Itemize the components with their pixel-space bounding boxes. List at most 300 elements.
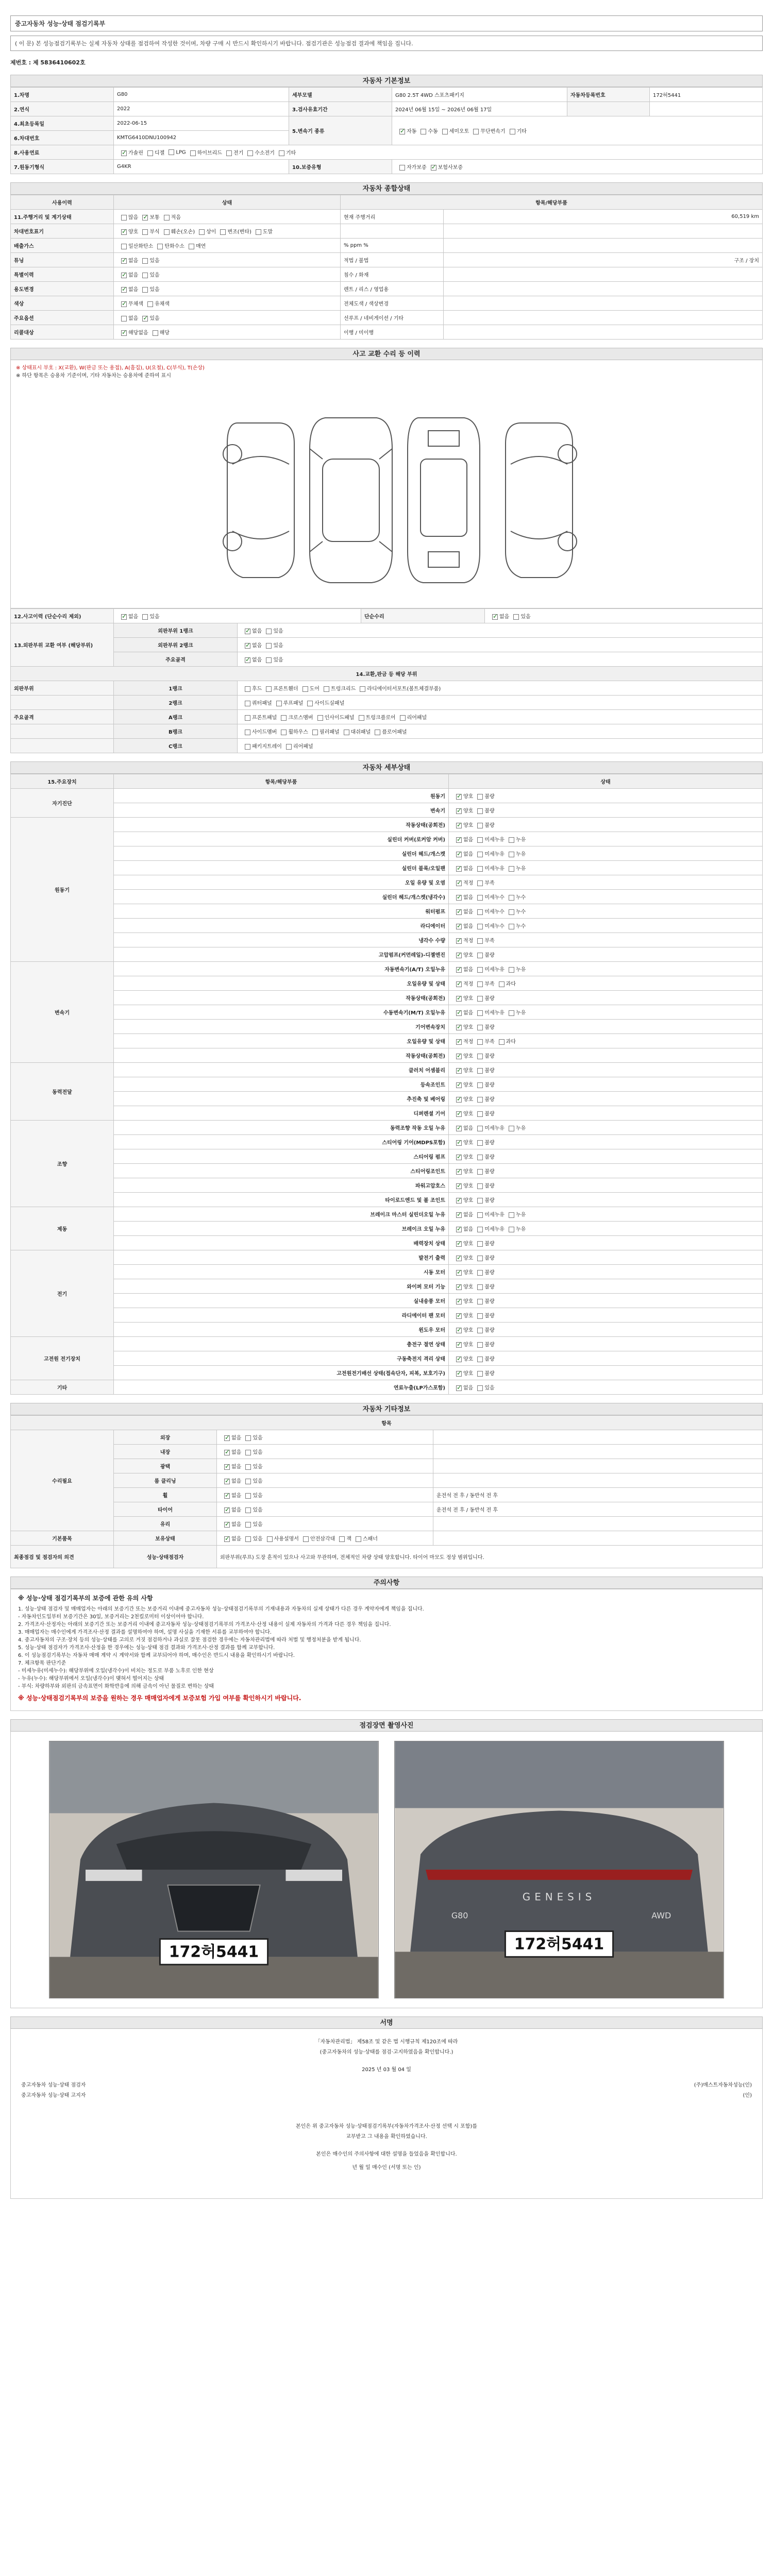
checkbox-icon[interactable] bbox=[456, 1357, 462, 1362]
detail-option[interactable]: 미세누유 bbox=[473, 1210, 505, 1218]
other-option[interactable]: 있음 bbox=[241, 1477, 262, 1484]
other-option[interactable]: 있음 bbox=[241, 1462, 262, 1470]
detail-option[interactable]: ✓ 없음 bbox=[452, 835, 473, 843]
other-option[interactable]: ✓ 없음 bbox=[220, 1433, 241, 1441]
checkbox-icon[interactable] bbox=[477, 1299, 483, 1304]
other-option[interactable]: ✓ 없음 bbox=[220, 1448, 241, 1455]
detail-option[interactable]: ✓ 양호 bbox=[452, 1282, 473, 1290]
checkbox-icon[interactable] bbox=[147, 150, 153, 156]
checkbox-icon[interactable] bbox=[189, 244, 194, 249]
checkbox-icon[interactable] bbox=[477, 1342, 483, 1348]
checkbox-icon[interactable] bbox=[169, 149, 174, 155]
checkbox-icon[interactable] bbox=[477, 1140, 483, 1146]
checkbox-icon[interactable] bbox=[442, 129, 448, 134]
part-option[interactable]: 대쉬패널 bbox=[340, 727, 371, 735]
other-option[interactable]: 있음 bbox=[241, 1520, 262, 1528]
warranty-option[interactable]: 자가보증 bbox=[395, 163, 427, 171]
detail-option[interactable]: 누유 bbox=[505, 1008, 526, 1016]
part-option[interactable]: 프론트휀더 bbox=[262, 684, 298, 692]
checkbox-icon[interactable] bbox=[245, 1493, 251, 1499]
overall-option[interactable]: 있음 bbox=[138, 270, 159, 278]
checkbox-icon[interactable] bbox=[477, 1227, 483, 1232]
detail-option[interactable]: ✓ 양호 bbox=[452, 1052, 473, 1059]
checkbox-icon[interactable] bbox=[477, 1126, 483, 1131]
checkbox-icon[interactable] bbox=[456, 1328, 462, 1333]
overall-option[interactable]: ✓ 양호 bbox=[117, 227, 138, 235]
overall-option[interactable]: 해당 bbox=[148, 328, 170, 336]
checkbox-icon[interactable] bbox=[224, 1464, 230, 1470]
checkbox-icon[interactable] bbox=[224, 1493, 230, 1499]
overall-option[interactable]: 도말 bbox=[251, 227, 273, 235]
detail-option[interactable]: 불량 bbox=[473, 1297, 494, 1304]
checkbox-icon[interactable] bbox=[224, 1536, 230, 1542]
checkbox-icon[interactable] bbox=[456, 1371, 462, 1377]
other-option[interactable]: ✓ 없음 bbox=[220, 1477, 241, 1484]
checkbox-icon[interactable] bbox=[256, 229, 261, 235]
rank-option[interactable]: ✓ 없음 bbox=[241, 626, 262, 634]
detail-option[interactable]: 과다 bbox=[495, 1037, 516, 1045]
checkbox-icon[interactable] bbox=[121, 316, 127, 321]
checkbox-icon[interactable] bbox=[477, 1025, 483, 1030]
detail-option[interactable]: ✓ 없음 bbox=[452, 1124, 473, 1131]
checkbox-icon[interactable] bbox=[431, 165, 436, 171]
checkbox-icon[interactable] bbox=[473, 129, 479, 134]
detail-option[interactable]: 불량 bbox=[473, 1369, 494, 1377]
checkbox-icon[interactable] bbox=[456, 924, 462, 929]
overall-option[interactable]: 매연 bbox=[184, 242, 206, 249]
detail-option[interactable]: 미세누수 bbox=[473, 907, 505, 915]
checkbox-icon[interactable] bbox=[509, 924, 514, 929]
part-option[interactable]: 인사이드패널 bbox=[313, 713, 355, 721]
other-option[interactable]: ✓ 없음 bbox=[220, 1462, 241, 1470]
checkbox-icon[interactable] bbox=[492, 614, 498, 620]
checkbox-icon[interactable] bbox=[477, 1155, 483, 1160]
detail-option[interactable]: 누수 bbox=[505, 893, 526, 901]
checkbox-icon[interactable] bbox=[456, 953, 462, 958]
detail-option[interactable]: ✓ 없음 bbox=[452, 1383, 473, 1391]
checkbox-icon[interactable] bbox=[245, 1479, 251, 1484]
detail-option[interactable]: ✓ 양호 bbox=[452, 1109, 473, 1117]
checkbox-icon[interactable] bbox=[477, 1198, 483, 1204]
detail-option[interactable]: 불량 bbox=[473, 821, 494, 828]
checkbox-icon[interactable] bbox=[456, 1010, 462, 1016]
checkbox-icon[interactable] bbox=[245, 1435, 251, 1441]
fuel-option[interactable]: LPG bbox=[164, 149, 186, 156]
detail-option[interactable]: 누유 bbox=[505, 1124, 526, 1131]
checkbox-icon[interactable] bbox=[224, 1522, 230, 1528]
checkbox-icon[interactable] bbox=[509, 1126, 514, 1131]
checkbox-icon[interactable] bbox=[245, 744, 250, 750]
checkbox-icon[interactable] bbox=[224, 1450, 230, 1455]
checkbox-icon[interactable] bbox=[142, 258, 148, 264]
checkbox-icon[interactable] bbox=[513, 614, 519, 620]
checkbox-icon[interactable] bbox=[477, 1082, 483, 1088]
detail-option[interactable]: 불량 bbox=[473, 1311, 494, 1319]
checkbox-icon[interactable] bbox=[121, 150, 127, 156]
checkbox-icon[interactable] bbox=[477, 1385, 483, 1391]
buyer-sign-line[interactable]: 년 월 일 매수인 (서명 또는 인) bbox=[352, 2165, 421, 2171]
trans-option[interactable]: ✓ 자동 bbox=[395, 127, 416, 134]
detail-option[interactable]: ✓ 양호 bbox=[452, 1311, 473, 1319]
fuel-option[interactable]: 하이브리드 bbox=[186, 148, 222, 156]
checkbox-icon[interactable] bbox=[456, 1212, 462, 1218]
checkbox-icon[interactable] bbox=[245, 686, 250, 692]
detail-option[interactable]: 불량 bbox=[473, 1138, 494, 1146]
other-option[interactable]: ✓ 없음 bbox=[220, 1491, 241, 1499]
checkbox-icon[interactable] bbox=[499, 981, 505, 987]
detail-option[interactable]: 부족 bbox=[473, 1037, 494, 1045]
detail-option[interactable]: ✓ 양호 bbox=[452, 1340, 473, 1348]
overall-option[interactable]: 부식 bbox=[138, 227, 159, 235]
overall-option[interactable]: ✓ 없음 bbox=[117, 270, 138, 278]
simple-option[interactable]: 있음 bbox=[509, 612, 530, 620]
detail-option[interactable]: ✓ 없음 bbox=[452, 893, 473, 901]
detail-option[interactable]: ✓ 없음 bbox=[452, 850, 473, 857]
checkbox-icon[interactable] bbox=[375, 730, 380, 735]
checkbox-icon[interactable] bbox=[509, 866, 514, 872]
checkbox-icon[interactable] bbox=[121, 287, 127, 293]
overall-option[interactable]: 있음 bbox=[138, 256, 159, 264]
checkbox-icon[interactable] bbox=[267, 1536, 273, 1542]
checkbox-icon[interactable] bbox=[477, 1212, 483, 1218]
checkbox-icon[interactable] bbox=[477, 1183, 483, 1189]
checkbox-icon[interactable] bbox=[456, 1270, 462, 1276]
rank-option[interactable]: ✓ 없음 bbox=[241, 641, 262, 649]
overall-option[interactable]: 변조(변타) bbox=[216, 227, 251, 235]
checkbox-icon[interactable] bbox=[456, 1385, 462, 1391]
checkbox-icon[interactable] bbox=[190, 150, 196, 156]
part-option[interactable]: 휠하우스 bbox=[277, 727, 308, 735]
checkbox-icon[interactable] bbox=[121, 301, 127, 307]
detail-option[interactable]: 부족 bbox=[473, 979, 494, 987]
checkbox-icon[interactable] bbox=[456, 852, 462, 857]
detail-option[interactable]: ✓ 양호 bbox=[452, 1138, 473, 1146]
detail-option[interactable]: ✓ 양호 bbox=[452, 806, 473, 814]
other-option[interactable]: 있음 bbox=[241, 1433, 262, 1441]
checkbox-icon[interactable] bbox=[499, 1039, 505, 1045]
checkbox-icon[interactable] bbox=[456, 1227, 462, 1232]
checkbox-icon[interactable] bbox=[456, 1342, 462, 1348]
overall-option[interactable]: 없음 bbox=[117, 314, 138, 321]
detail-option[interactable]: ✓ 양호 bbox=[452, 951, 473, 958]
checkbox-icon[interactable] bbox=[456, 1068, 462, 1074]
detail-option[interactable]: ✓ 적정 bbox=[452, 878, 473, 886]
checkbox-icon[interactable] bbox=[456, 1299, 462, 1304]
checkbox-icon[interactable] bbox=[509, 967, 514, 973]
part-option[interactable]: 라디에이터서포트(볼트체결부품) bbox=[356, 684, 441, 692]
checkbox-icon[interactable] bbox=[286, 744, 292, 750]
checkbox-icon[interactable] bbox=[266, 686, 272, 692]
trans-option[interactable]: 무단변속기 bbox=[469, 127, 505, 134]
checkbox-icon[interactable] bbox=[121, 229, 127, 235]
checkbox-icon[interactable] bbox=[477, 1328, 483, 1333]
detail-option[interactable]: 누수 bbox=[505, 922, 526, 929]
checkbox-icon[interactable] bbox=[477, 866, 483, 872]
checkbox-icon[interactable] bbox=[477, 1357, 483, 1362]
detail-option[interactable]: 불량 bbox=[473, 1052, 494, 1059]
checkbox-icon[interactable] bbox=[477, 1039, 483, 1045]
part-option[interactable]: 프론트패널 bbox=[241, 713, 277, 721]
detail-option[interactable]: 과다 bbox=[495, 979, 516, 987]
detail-option[interactable]: 불량 bbox=[473, 1282, 494, 1290]
checkbox-icon[interactable] bbox=[477, 1371, 483, 1377]
part-option[interactable]: 루프패널 bbox=[272, 699, 304, 706]
checkbox-icon[interactable] bbox=[477, 794, 483, 800]
checkbox-icon[interactable] bbox=[153, 330, 158, 336]
checkbox-icon[interactable] bbox=[456, 866, 462, 872]
fuel-option[interactable]: 수소전기 bbox=[243, 148, 275, 156]
detail-option[interactable]: 불량 bbox=[473, 1268, 494, 1276]
checkbox-icon[interactable] bbox=[312, 730, 318, 735]
checkbox-icon[interactable] bbox=[456, 1082, 462, 1088]
checkbox-icon[interactable] bbox=[477, 1313, 483, 1319]
part-option[interactable]: 사이드멤버 bbox=[241, 727, 277, 735]
part-option[interactable]: 리어패널 bbox=[282, 742, 313, 750]
checkbox-icon[interactable] bbox=[477, 1111, 483, 1117]
detail-option[interactable]: 불량 bbox=[473, 994, 494, 1002]
other-option[interactable]: 있음 bbox=[241, 1448, 262, 1455]
checkbox-icon[interactable] bbox=[477, 837, 483, 843]
checkbox-icon[interactable] bbox=[157, 244, 163, 249]
checkbox-icon[interactable] bbox=[477, 808, 483, 814]
detail-option[interactable]: ✓ 없음 bbox=[452, 1225, 473, 1232]
other-option[interactable]: 사용설명서 bbox=[263, 1534, 299, 1542]
other-option[interactable]: 잭 bbox=[335, 1534, 351, 1542]
checkbox-icon[interactable] bbox=[245, 730, 250, 735]
checkbox-icon[interactable] bbox=[477, 1284, 483, 1290]
checkbox-icon[interactable] bbox=[245, 1536, 251, 1542]
detail-option[interactable]: 미세누유 bbox=[473, 835, 505, 843]
checkbox-icon[interactable] bbox=[360, 686, 365, 692]
detail-option[interactable]: 부족 bbox=[473, 878, 494, 886]
checkbox-icon[interactable] bbox=[147, 301, 153, 307]
part-option[interactable]: 필러패널 bbox=[308, 727, 340, 735]
detail-option[interactable]: 불량 bbox=[473, 1326, 494, 1333]
checkbox-icon[interactable] bbox=[477, 1256, 483, 1261]
checkbox-icon[interactable] bbox=[164, 229, 170, 235]
other-option[interactable]: ✓ 없음 bbox=[220, 1520, 241, 1528]
checkbox-icon[interactable] bbox=[509, 1227, 514, 1232]
checkbox-icon[interactable] bbox=[224, 1435, 230, 1441]
checkbox-icon[interactable] bbox=[121, 215, 127, 221]
detail-option[interactable]: 불량 bbox=[473, 1340, 494, 1348]
checkbox-icon[interactable] bbox=[477, 1054, 483, 1059]
detail-option[interactable]: ✓ 없음 bbox=[452, 907, 473, 915]
detail-option[interactable]: ✓ 양호 bbox=[452, 1253, 473, 1261]
checkbox-icon[interactable] bbox=[356, 1536, 361, 1542]
checkbox-icon[interactable] bbox=[245, 1522, 251, 1528]
checkbox-icon[interactable] bbox=[456, 823, 462, 828]
rank-option[interactable]: ✓ 없음 bbox=[241, 655, 262, 663]
detail-option[interactable]: 미세누유 bbox=[473, 1124, 505, 1131]
checkbox-icon[interactable] bbox=[509, 852, 514, 857]
other-option[interactable]: 있음 bbox=[241, 1534, 262, 1542]
overall-option[interactable]: 많음 bbox=[117, 213, 138, 221]
checkbox-icon[interactable] bbox=[509, 895, 514, 901]
detail-option[interactable]: ✓ 양호 bbox=[452, 1167, 473, 1175]
detail-option[interactable]: 불량 bbox=[473, 792, 494, 800]
fuel-option[interactable]: ✓ 가솔린 bbox=[117, 148, 143, 156]
checkbox-icon[interactable] bbox=[477, 880, 483, 886]
checkbox-icon[interactable] bbox=[226, 150, 232, 156]
detail-option[interactable]: 불량 bbox=[473, 1196, 494, 1204]
overall-option[interactable]: 상이 bbox=[195, 227, 216, 235]
checkbox-icon[interactable] bbox=[477, 895, 483, 901]
checkbox-icon[interactable] bbox=[456, 1183, 462, 1189]
checkbox-icon[interactable] bbox=[121, 614, 127, 620]
detail-option[interactable]: 불량 bbox=[473, 1239, 494, 1247]
detail-option[interactable]: 불량 bbox=[473, 1153, 494, 1160]
detail-option[interactable]: 미세누유 bbox=[473, 1008, 505, 1016]
checkbox-icon[interactable] bbox=[339, 1536, 345, 1542]
detail-option[interactable]: ✓ 양호 bbox=[452, 1153, 473, 1160]
detail-option[interactable]: 누유 bbox=[505, 864, 526, 872]
checkbox-icon[interactable] bbox=[199, 229, 205, 235]
detail-option[interactable]: ✓ 양호 bbox=[452, 792, 473, 800]
detail-option[interactable]: 누수 bbox=[505, 907, 526, 915]
detail-option[interactable]: 누유 bbox=[505, 965, 526, 973]
detail-option[interactable]: ✓ 없음 bbox=[452, 965, 473, 973]
checkbox-icon[interactable] bbox=[477, 953, 483, 958]
checkbox-icon[interactable] bbox=[456, 1241, 462, 1247]
detail-option[interactable]: ✓ 없음 bbox=[452, 1210, 473, 1218]
overall-option[interactable]: 탄화수소 bbox=[153, 242, 184, 249]
checkbox-icon[interactable] bbox=[121, 273, 127, 278]
checkbox-icon[interactable] bbox=[456, 1025, 462, 1030]
checkbox-icon[interactable] bbox=[121, 330, 127, 336]
part-option[interactable]: 도어 bbox=[298, 684, 320, 692]
detail-option[interactable]: 불량 bbox=[473, 1253, 494, 1261]
fuel-option[interactable]: 전기 bbox=[222, 148, 243, 156]
checkbox-icon[interactable] bbox=[245, 701, 250, 706]
checkbox-icon[interactable] bbox=[477, 1010, 483, 1016]
checkbox-icon[interactable] bbox=[421, 129, 426, 134]
checkbox-icon[interactable] bbox=[307, 701, 313, 706]
other-option[interactable]: ✓ 없음 bbox=[220, 1534, 241, 1542]
checkbox-icon[interactable] bbox=[266, 643, 272, 649]
detail-option[interactable]: 불량 bbox=[473, 1095, 494, 1103]
checkbox-icon[interactable] bbox=[142, 273, 148, 278]
overall-option[interactable]: 유채색 bbox=[143, 299, 170, 307]
checkbox-icon[interactable] bbox=[456, 1111, 462, 1117]
detail-option[interactable]: 불량 bbox=[473, 1181, 494, 1189]
detail-option[interactable]: 누유 bbox=[505, 1210, 526, 1218]
checkbox-icon[interactable] bbox=[220, 229, 226, 235]
checkbox-icon[interactable] bbox=[279, 150, 284, 156]
checkbox-icon[interactable] bbox=[142, 614, 148, 620]
checkbox-icon[interactable] bbox=[509, 1212, 514, 1218]
checkbox-icon[interactable] bbox=[477, 938, 483, 944]
checkbox-icon[interactable] bbox=[281, 730, 287, 735]
overall-option[interactable]: 있음 bbox=[138, 285, 159, 293]
other-option[interactable]: 스패너 bbox=[351, 1534, 378, 1542]
checkbox-icon[interactable] bbox=[456, 1039, 462, 1045]
checkbox-icon[interactable] bbox=[245, 657, 250, 663]
checkbox-icon[interactable] bbox=[456, 1256, 462, 1261]
checkbox-icon[interactable] bbox=[456, 794, 462, 800]
trans-option[interactable]: 기타 bbox=[506, 127, 527, 134]
overall-option[interactable]: 일산화탄소 bbox=[117, 242, 153, 249]
checkbox-icon[interactable] bbox=[399, 165, 405, 171]
checkbox-icon[interactable] bbox=[477, 1169, 483, 1175]
history-option[interactable]: ✓ 없음 bbox=[117, 612, 138, 620]
checkbox-icon[interactable] bbox=[477, 996, 483, 1002]
part-option[interactable]: 패키지트레이 bbox=[241, 742, 282, 750]
checkbox-icon[interactable] bbox=[142, 229, 148, 235]
detail-option[interactable]: 누유 bbox=[505, 1225, 526, 1232]
checkbox-icon[interactable] bbox=[477, 1097, 483, 1103]
detail-option[interactable]: 누유 bbox=[505, 850, 526, 857]
detail-option[interactable]: 미세누유 bbox=[473, 1225, 505, 1232]
checkbox-icon[interactable] bbox=[477, 909, 483, 915]
checkbox-icon[interactable] bbox=[456, 808, 462, 814]
checkbox-icon[interactable] bbox=[509, 909, 514, 915]
checkbox-icon[interactable] bbox=[245, 643, 250, 649]
other-option[interactable]: 있음 bbox=[241, 1491, 262, 1499]
part-option[interactable]: 트렁크플로어 bbox=[355, 713, 396, 721]
checkbox-icon[interactable] bbox=[477, 924, 483, 929]
checkbox-icon[interactable] bbox=[456, 1054, 462, 1059]
part-option[interactable]: 트렁크리드 bbox=[320, 684, 356, 692]
checkbox-icon[interactable] bbox=[303, 686, 308, 692]
fuel-option[interactable]: 기타 bbox=[275, 148, 296, 156]
detail-option[interactable]: ✓ 양호 bbox=[452, 1023, 473, 1030]
checkbox-icon[interactable] bbox=[247, 150, 253, 156]
rank-option[interactable]: 있음 bbox=[262, 641, 283, 649]
trans-option[interactable]: 수동 bbox=[416, 127, 438, 134]
warranty-option[interactable]: ✓ 보험사보증 bbox=[427, 163, 463, 171]
checkbox-icon[interactable] bbox=[456, 996, 462, 1002]
rank-option[interactable]: 있음 bbox=[262, 626, 283, 634]
checkbox-icon[interactable] bbox=[224, 1479, 230, 1484]
checkbox-icon[interactable] bbox=[399, 129, 405, 134]
other-option[interactable]: 안전삼각대 bbox=[299, 1534, 335, 1542]
checkbox-icon[interactable] bbox=[121, 244, 127, 249]
checkbox-icon[interactable] bbox=[400, 715, 406, 721]
part-option[interactable]: 리어패널 bbox=[396, 713, 427, 721]
checkbox-icon[interactable] bbox=[245, 1507, 251, 1513]
detail-option[interactable]: 미세누수 bbox=[473, 893, 505, 901]
checkbox-icon[interactable] bbox=[142, 215, 148, 221]
fuel-option[interactable]: 디젤 bbox=[143, 148, 164, 156]
detail-option[interactable]: 미세누수 bbox=[473, 922, 505, 929]
overall-option[interactable]: ✓ 없음 bbox=[117, 285, 138, 293]
detail-option[interactable]: ✓ 양호 bbox=[452, 1239, 473, 1247]
checkbox-icon[interactable] bbox=[456, 837, 462, 843]
detail-option[interactable]: 불량 bbox=[473, 1354, 494, 1362]
detail-option[interactable]: 미세누유 bbox=[473, 965, 505, 973]
detail-option[interactable]: ✓ 양호 bbox=[452, 1066, 473, 1074]
checkbox-icon[interactable] bbox=[276, 701, 282, 706]
checkbox-icon[interactable] bbox=[510, 129, 515, 134]
overall-option[interactable]: ✓ 보통 bbox=[138, 213, 159, 221]
checkbox-icon[interactable] bbox=[456, 1140, 462, 1146]
detail-option[interactable]: ✓ 적정 bbox=[452, 979, 473, 987]
detail-option[interactable]: 불량 bbox=[473, 806, 494, 814]
checkbox-icon[interactable] bbox=[477, 1270, 483, 1276]
history-option[interactable]: 있음 bbox=[138, 612, 159, 620]
detail-option[interactable]: 미세누유 bbox=[473, 864, 505, 872]
detail-option[interactable]: ✓ 양호 bbox=[452, 1268, 473, 1276]
detail-option[interactable]: 불량 bbox=[473, 1066, 494, 1074]
detail-option[interactable]: ✓ 양호 bbox=[452, 1297, 473, 1304]
detail-option[interactable]: ✓ 양호 bbox=[452, 1080, 473, 1088]
trans-option[interactable]: 세미오토 bbox=[438, 127, 469, 134]
detail-option[interactable]: 불량 bbox=[473, 1167, 494, 1175]
detail-option[interactable]: ✓ 적정 bbox=[452, 936, 473, 944]
checkbox-icon[interactable] bbox=[324, 686, 329, 692]
overall-option[interactable]: ✓ 무채색 bbox=[117, 299, 143, 307]
